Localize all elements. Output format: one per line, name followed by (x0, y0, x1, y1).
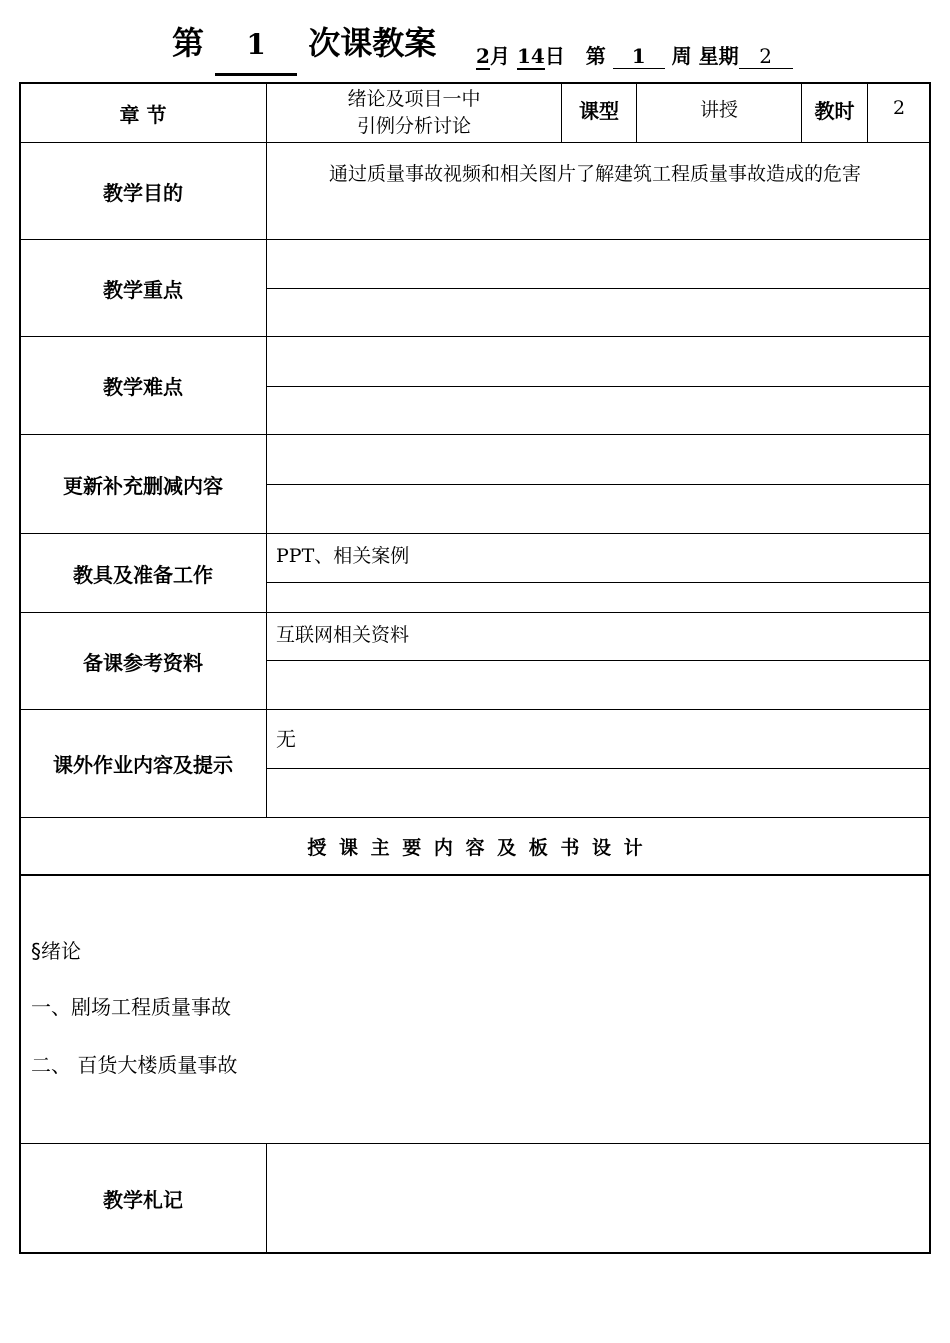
homework-text: 无 (276, 727, 296, 751)
content-line (266, 660, 930, 661)
references-label: 备课参考资料 (83, 650, 203, 675)
month-value: 2 (476, 44, 490, 68)
notes-column-divider (266, 1143, 267, 1253)
notes-label: 教学札记 (103, 1187, 183, 1212)
references-text: 互联网相关资料 (276, 624, 410, 646)
chapter-line-2: 引例分析讨论 (356, 115, 471, 137)
week-number: 1 (613, 44, 665, 69)
difficulties-label: 教学难点 (103, 375, 183, 399)
title-prefix: 第 (172, 24, 205, 62)
updates-label: 更新补充删减内容 (63, 473, 223, 498)
hours-label: 教时 (814, 98, 855, 123)
week-unit: 周 (671, 44, 692, 68)
day-unit: 日 (544, 44, 565, 68)
content-line (266, 386, 930, 387)
chapter-value (267, 84, 561, 142)
tools-label: 教具及准备工作 (73, 562, 213, 587)
weekday-value: 2 (739, 44, 793, 69)
content-line-2: 一、剧场工程质量事故 (31, 995, 231, 1019)
day-value: 14 (516, 44, 545, 68)
objective-label: 教学目的 (103, 180, 183, 205)
class-type-label: 课型 (579, 98, 619, 123)
title-suffix: 次课教案 (308, 24, 437, 62)
main-content-heading: 授 课 主 要 内 容 及 板 书 设 计 (307, 836, 643, 859)
month-unit: 月 (490, 44, 510, 68)
row-divider (20, 874, 930, 876)
week-prefix: 第 (585, 44, 606, 68)
chapter-label: 章 节 (119, 102, 167, 127)
homework-label: 课外作业内容及提示 (53, 753, 233, 777)
content-line (266, 768, 930, 769)
hours-value: 2 (892, 97, 906, 119)
key-points-label: 教学重点 (103, 277, 183, 302)
content-line-1: §绪论 (31, 939, 81, 963)
weekday-label: 星期 (698, 44, 739, 68)
tools-text: PPT、相关案例 (276, 545, 410, 567)
objective-text: 通过质量事故视频和相关图片了解建筑工程质量事故造成的危害 (329, 163, 862, 185)
chapter-line-1: 绪论及项目一中 (347, 88, 481, 110)
lesson-plan-title (172, 18, 436, 74)
content-line (266, 582, 930, 583)
content-line (266, 288, 930, 289)
date-line (476, 40, 793, 70)
lesson-number: 1 (215, 28, 297, 76)
content-line (266, 484, 930, 485)
content-line-3: 二、 百货大楼质量事故 (31, 1053, 238, 1077)
class-type-value: 讲授 (699, 98, 738, 121)
label-column-divider (266, 84, 267, 817)
